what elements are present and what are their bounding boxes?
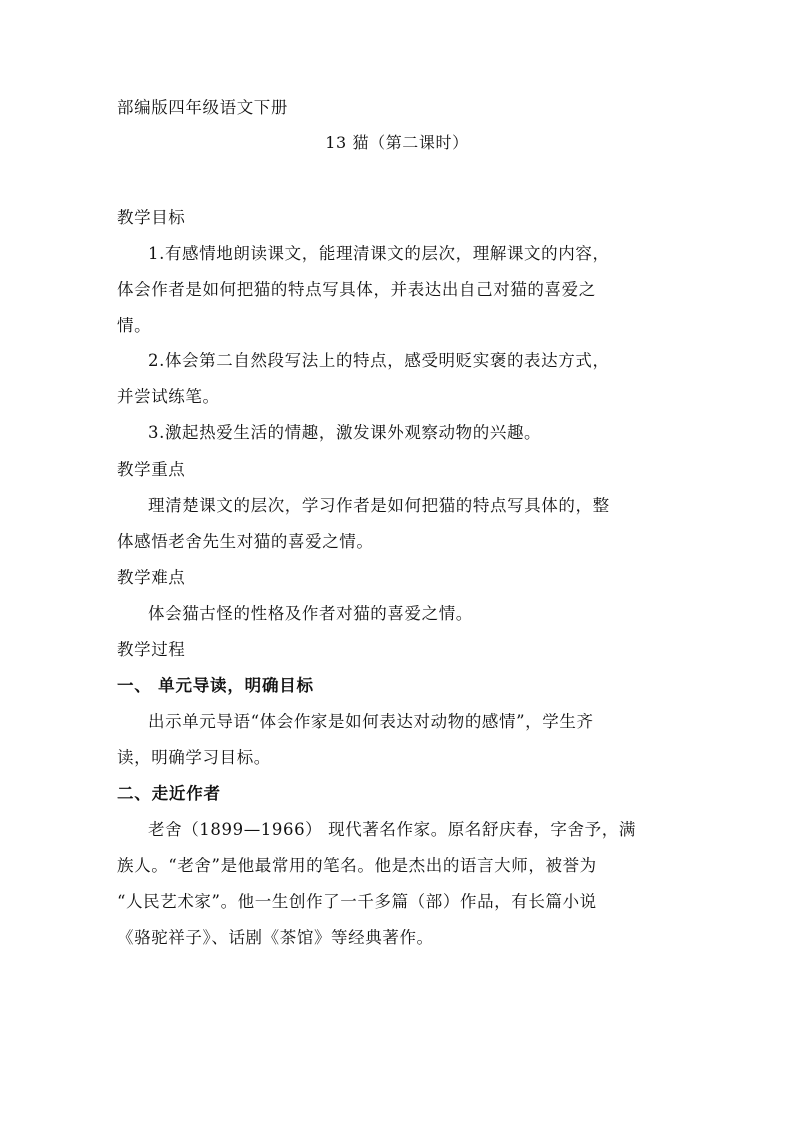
key-points-line-2: 体感悟老舍先生对猫的喜爱之情。 xyxy=(117,532,374,551)
section-1-title: 一、 单元导读，明确目标 xyxy=(117,676,314,695)
objective-2-line-1: 2.体会第二自然段写法上的特点，感受明贬实褒的表达方式， xyxy=(148,351,610,370)
objective-1-line-3: 情。 xyxy=(117,316,152,335)
objective-2-line-2: 并尝试练笔。 xyxy=(117,387,220,406)
objective-3-line-1: 3.激起热爱生活的情趣，激发课外观察动物的兴趣。 xyxy=(148,423,542,442)
difficulties-line-1: 体会猫古怪的性格及作者对猫的喜爱之情。 xyxy=(148,604,473,623)
lesson-title: 13 猫（第二课时） xyxy=(325,133,469,152)
process-heading: 教学过程 xyxy=(117,640,186,659)
objective-1-line-2: 体会作者是如何把猫的特点写具体，并表达出自己对猫的喜爱之 xyxy=(117,280,596,299)
section-1-line-2: 读，明确学习目标。 xyxy=(117,748,271,767)
key-points-heading: 教学重点 xyxy=(117,460,186,479)
objective-1-line-1: 1.有感情地朗读课文，能理清课文的层次，理解课文的内容， xyxy=(148,244,610,263)
section-2-title: 二、走近作者 xyxy=(117,784,221,803)
difficulties-heading: 教学难点 xyxy=(117,568,186,587)
key-points-line-1: 理清楚课文的层次，学习作者是如何把猫的特点写具体的，整 xyxy=(148,496,610,515)
course-label: 部编版四年级语文下册 xyxy=(117,98,288,117)
objectives-heading: 教学目标 xyxy=(117,208,186,227)
section-2-line-2: 族人。“老舍”是他最常用的笔名。他是杰出的语言大师，被誉为 xyxy=(117,856,597,875)
section-1-line-1: 出示单元导语“体会作家是如何表达对动物的感情”，学生齐 xyxy=(148,712,594,731)
section-2-line-1: 老舍（1899—1966） 现代著名作家。原名舒庆春，字舍予，满 xyxy=(148,820,636,839)
section-2-line-4: 《骆驼祥子》、话剧《茶馆》等经典著作。 xyxy=(117,928,434,947)
section-2-line-3: “人民艺术家”。他一生创作了一千多篇（部）作品，有长篇小说 xyxy=(117,892,597,911)
